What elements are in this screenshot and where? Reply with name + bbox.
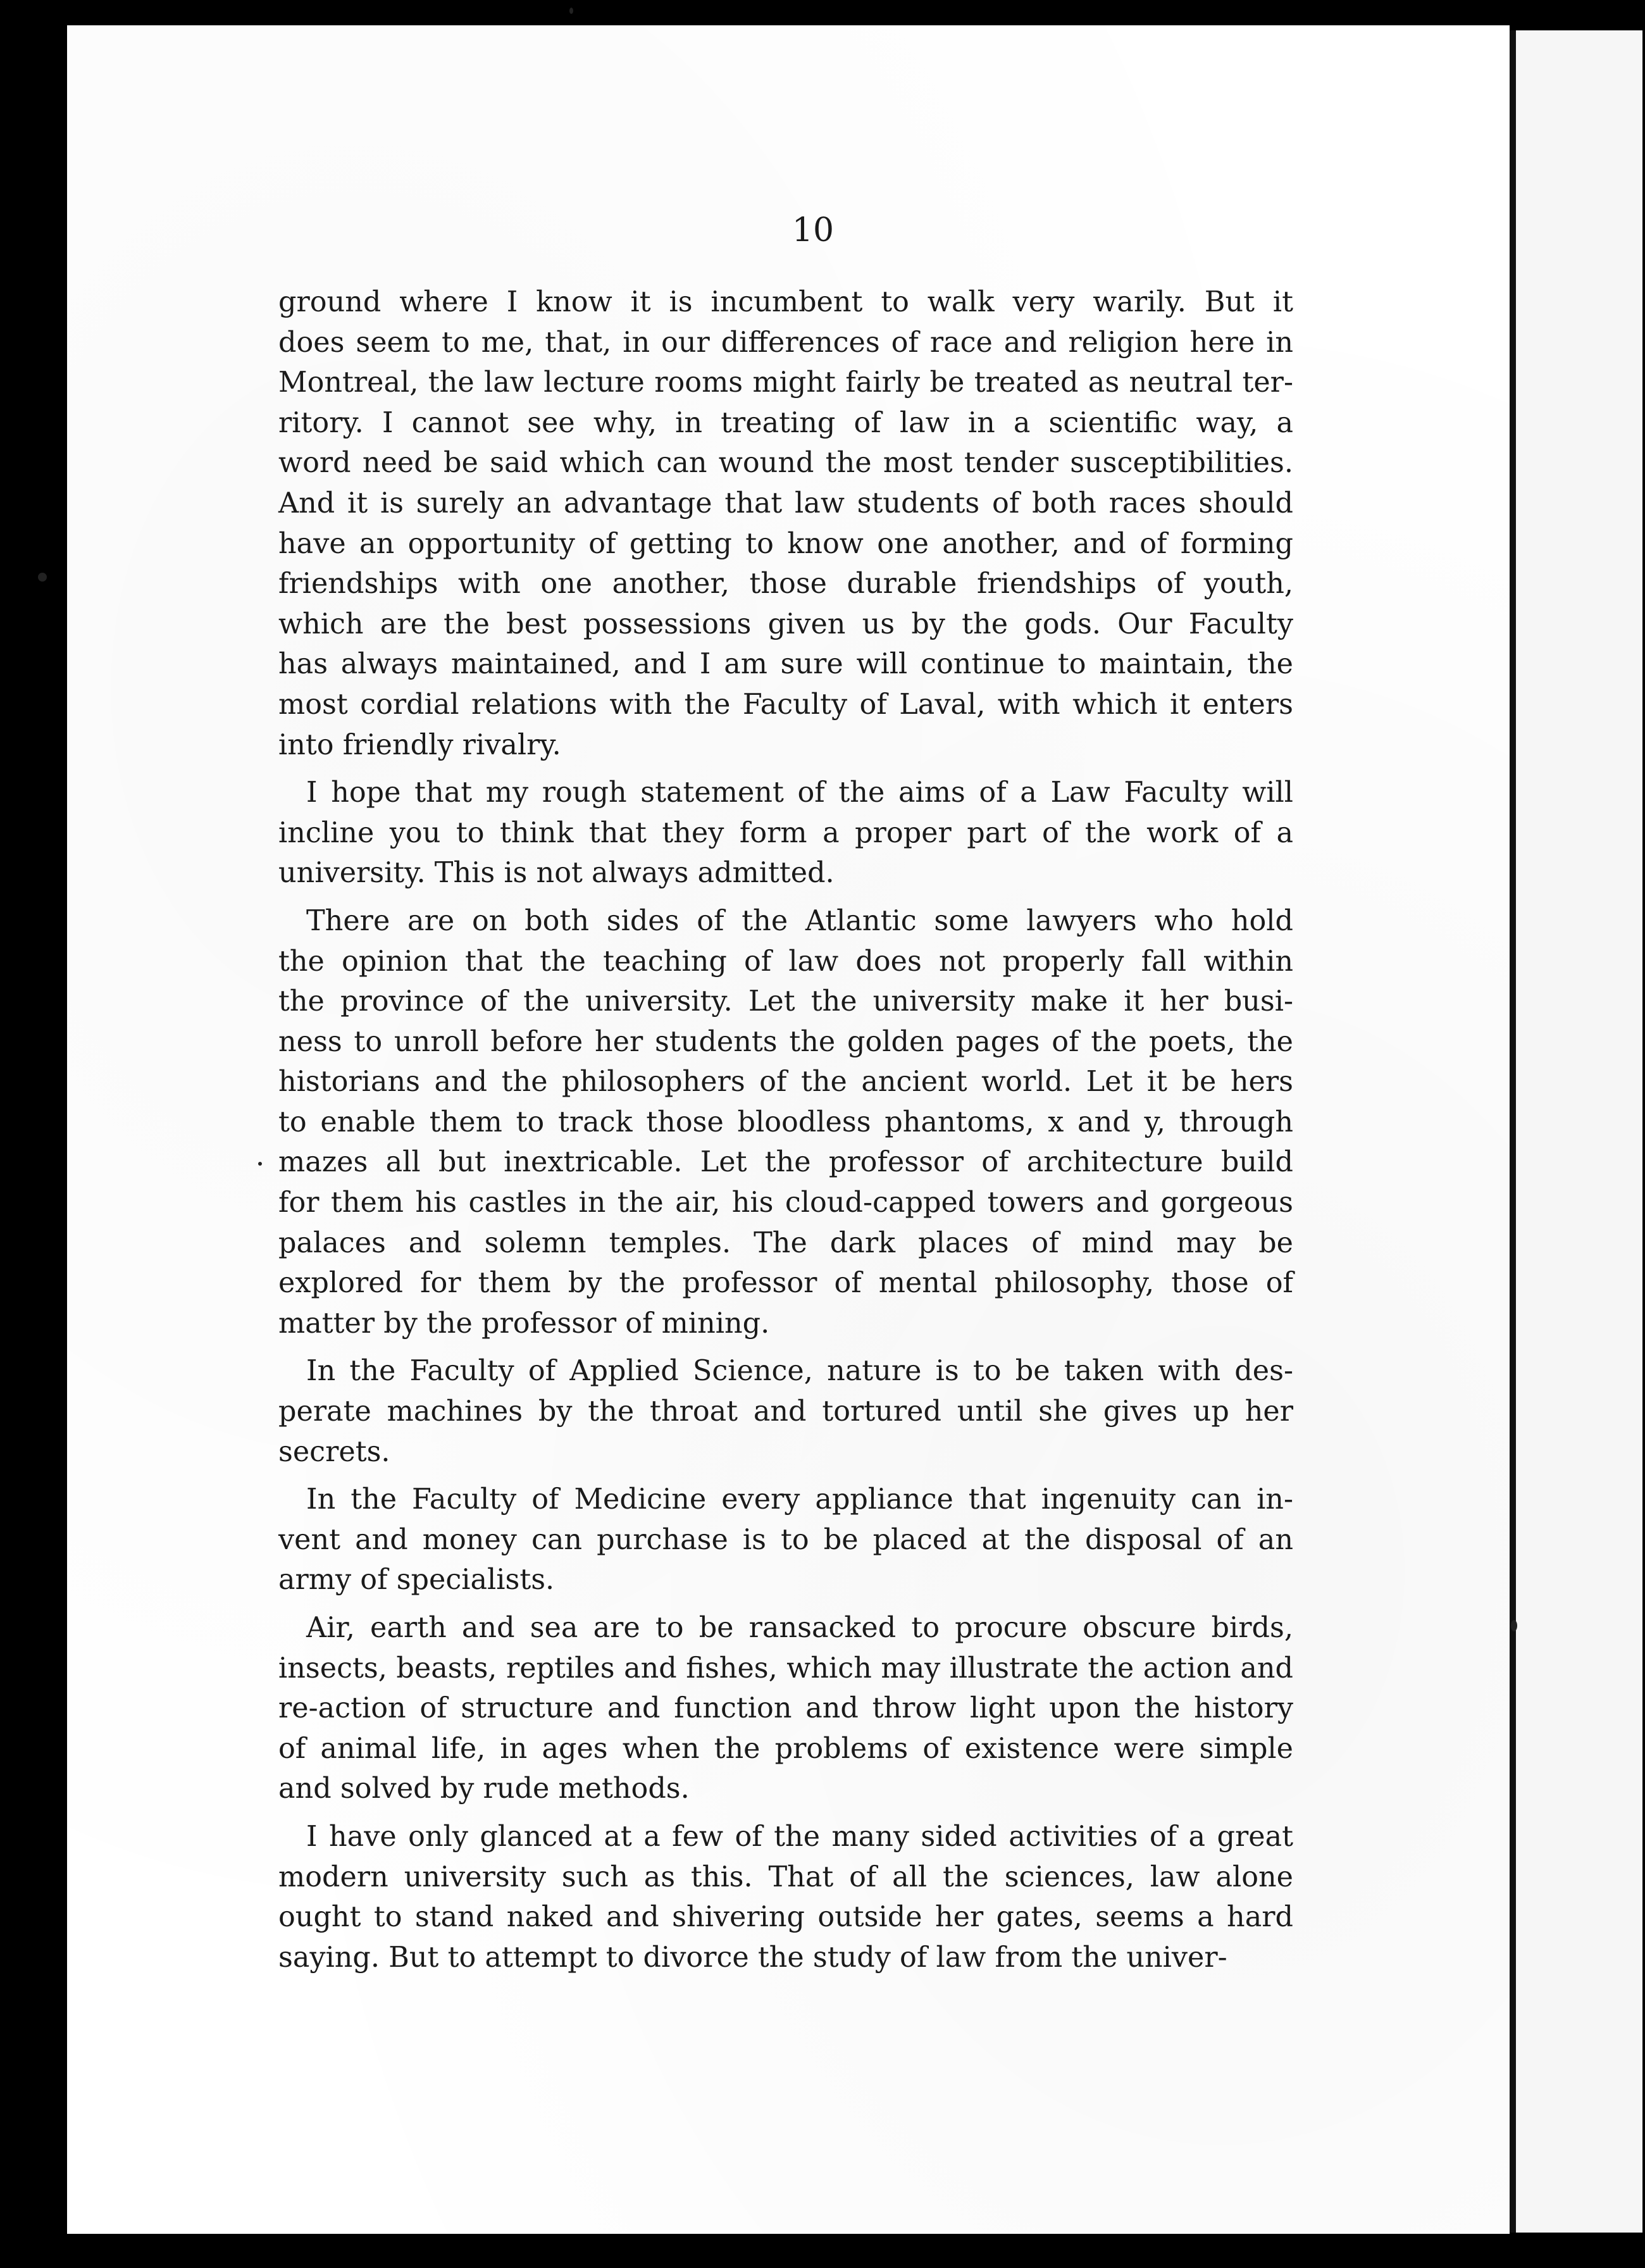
text-line: friendships with one another, those durable friendships of youth, xyxy=(278,568,1293,601)
paragraph xyxy=(278,1608,1293,1809)
page-number: 10 xyxy=(791,211,835,249)
scan-speck xyxy=(258,1162,262,1166)
text-line: have an opportunity of getting to know one another, and of forming xyxy=(278,527,1293,560)
text-line: There are on both sides of the Atlantic some lawyers who hold xyxy=(306,904,1293,937)
text-line: matter by the professor of mining. xyxy=(278,1307,770,1340)
text-line: does seem to me, that, in our differences of race and religion here in xyxy=(278,326,1293,359)
text-line: mazes all but inextricable. Let the professor of architecture build xyxy=(278,1146,1293,1179)
text-line: to enable them to track those bloodless phantoms, x and y, through xyxy=(278,1106,1293,1138)
text-line: the opinion that the teaching of law does not properly fall within xyxy=(278,945,1293,978)
text-line: vent and money can purchase is to be placed at the disposal of an xyxy=(278,1523,1293,1556)
paragraph xyxy=(278,1480,1293,1600)
paragraph xyxy=(278,901,1293,1344)
text-line: ought to stand naked and shivering outside her gates, seems a hard xyxy=(278,1901,1293,1934)
book-spine-gutter xyxy=(1510,30,1516,2233)
text-line: ground where I know it is incumbent to walk very warily. But it xyxy=(278,286,1293,318)
paragraph xyxy=(278,773,1293,894)
text-line: for them his castles in the air, his cloud-capped towers and gorgeous xyxy=(278,1187,1293,1219)
scan-speck xyxy=(569,8,573,14)
text-line: Montreal, the law lecture rooms might fairly be treated as neutral ter- xyxy=(278,366,1293,399)
text-line: the province of the university. Let the university make it her busi- xyxy=(278,985,1293,1018)
paragraph xyxy=(278,1351,1293,1472)
text-line: insects, beasts, reptiles and fishes, which may illustrate the action and xyxy=(278,1652,1293,1685)
text-line: and solved by rude methods. xyxy=(278,1773,690,1805)
text-line: has always maintained, and I am sure will continue to maintain, the xyxy=(278,648,1293,681)
paragraph xyxy=(278,1817,1293,1978)
text-line: into friendly rivalry. xyxy=(278,728,561,761)
text-line: most cordial relations with the Faculty of Laval, with which it enters xyxy=(278,688,1293,721)
text-line: ritory. I cannot see why, in treating of law in a scientific way, a xyxy=(278,406,1293,439)
text-line: I have only glanced at a few of the many sided activities of a great xyxy=(306,1820,1293,1853)
paragraph xyxy=(278,282,1293,765)
text-line: which are the best possessions given us by the gods. Our Faculty xyxy=(278,608,1293,640)
facing-page-edge xyxy=(1516,30,1642,2233)
text-line: university. This is not always admitted. xyxy=(278,857,835,890)
scan-speck xyxy=(1511,1620,1517,1631)
text-line: incline you to think that they form a proper part of the work of a xyxy=(278,816,1293,849)
text-line: In the Faculty of Medicine every appliance that ingenuity can in- xyxy=(306,1483,1293,1516)
text-line: perate machines by the throat and tortured until she gives up her xyxy=(278,1395,1293,1428)
text-line: And it is surely an advantage that law students of both races should xyxy=(278,487,1293,520)
text-line: Air, earth and sea are to be ransacked to procure obscure birds, xyxy=(306,1612,1293,1644)
text-line: army of specialists. xyxy=(278,1564,555,1597)
text-line: secrets. xyxy=(278,1435,390,1468)
text-line: ness to unroll before her students the golden pages of the poets, the xyxy=(278,1025,1293,1058)
text-line: saying. But to attempt to divorce the study of law from the univer- xyxy=(278,1941,1227,1974)
scan-speck xyxy=(38,573,47,582)
text-line: In the Faculty of Applied Science, nature is to be taken with des- xyxy=(306,1355,1293,1388)
text-line: historians and the philosophers of the ancient world. Let it be hers xyxy=(278,1066,1293,1099)
text-line: re-action of structure and function and throw light upon the history xyxy=(278,1692,1293,1725)
text-line: I hope that my rough statement of the aims of a Law Faculty will xyxy=(306,776,1293,809)
text-line: of animal life, in ages when the problems of existence were simple xyxy=(278,1732,1293,1765)
text-line: explored for them by the professor of mental philosophy, those of xyxy=(278,1267,1293,1300)
body-text xyxy=(278,282,1293,1985)
text-line: palaces and solemn temples. The dark places of mind may be xyxy=(278,1226,1293,1259)
text-line: word need be said which can wound the most tender susceptibilities. xyxy=(278,447,1293,480)
text-line: modern university such as this. That of all the sciences, law alone xyxy=(278,1860,1293,1893)
